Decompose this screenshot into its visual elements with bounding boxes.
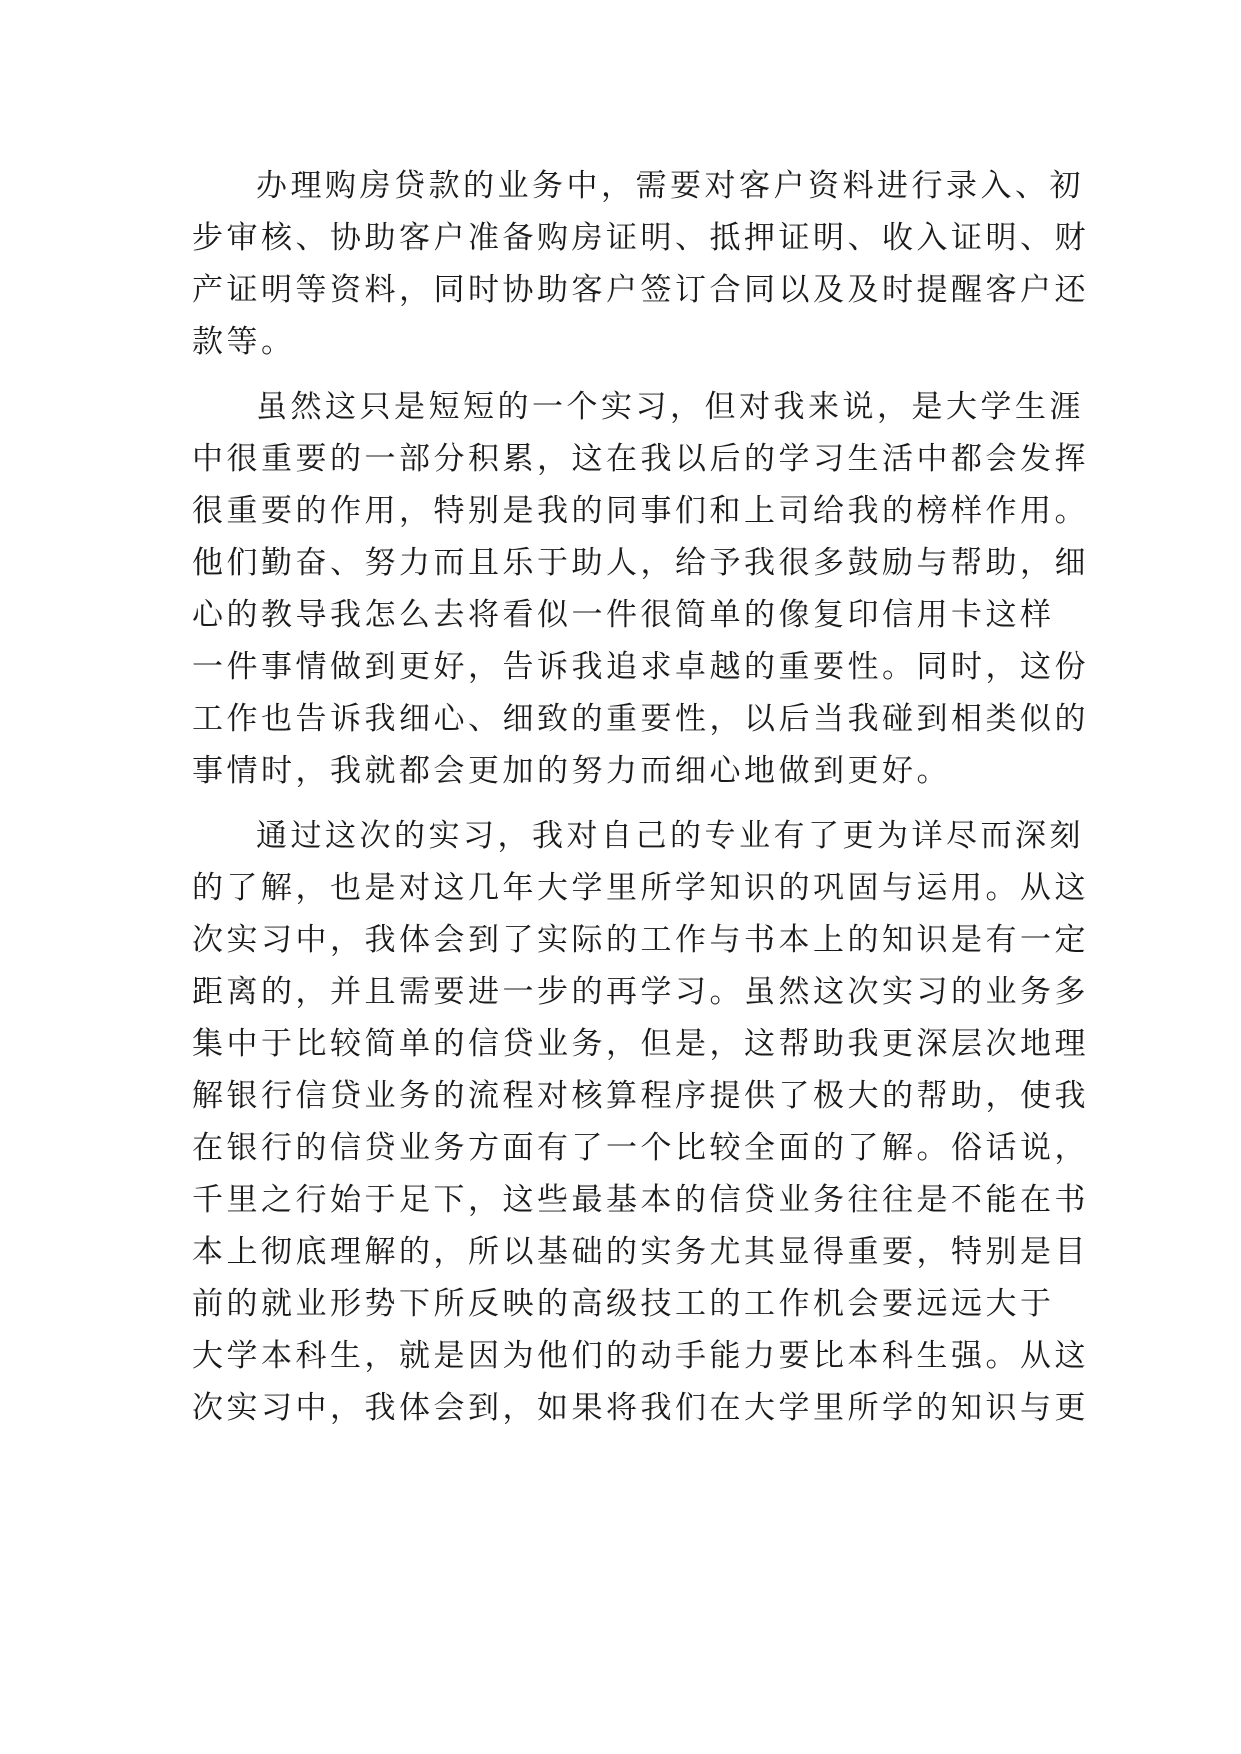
text-line: 一件事情做到更好，告诉我追求卓越的重要性。同时，这份 [192,649,1089,685]
text-line: 事情时，我就都会更加的努力而细心地做到更好。 [192,753,951,789]
text-line: 虽然这只是短短的一个实习，但对我来说，是大学生涯 [256,389,1084,425]
text-line: 中很重要的一部分积累，这在我以后的学习生活中都会发挥 [192,441,1089,477]
text-line: 前的就业形势下所反映的高级技工的工作机会要远远大于 [192,1286,1055,1322]
text-line: 款等。 [192,324,296,360]
text-line: 产证明等资料，同时协助客户签订合同以及及时提醒客户还 [192,272,1089,308]
text-line: 千里之行始于足下，这些最基本的信贷业务往往是不能在书 [192,1182,1089,1218]
text-line: 次实习中，我体会到了实际的工作与书本上的知识是有一定 [192,922,1089,958]
text-line: 在银行的信贷业务方面有了一个比较全面的了解。俗话说， [192,1130,1089,1166]
text-line: 本上彻底理解的，所以基础的实务尤其显得重要，特别是目 [192,1234,1089,1270]
paragraph-3 [192,810,1089,1434]
text-line: 距离的，并且需要进一步的再学习。虽然这次实习的业务多 [192,974,1089,1010]
paragraph-2 [192,381,1089,797]
document-body [192,160,1089,1434]
text-line: 很重要的作用，特别是我的同事们和上司给我的榜样作用。 [192,493,1089,529]
paragraph-1 [192,160,1089,368]
text-line: 次实习中，我体会到，如果将我们在大学里所学的知识与更 [192,1390,1089,1426]
text-line: 心的教导我怎么去将看似一件很简单的像复印信用卡这样 [192,597,1055,633]
text-line: 办理购房贷款的业务中，需要对客户资料进行录入、初 [256,168,1084,204]
text-line: 解银行信贷业务的流程对核算程序提供了极大的帮助，使我 [192,1078,1089,1114]
text-line: 他们勤奋、努力而且乐于助人，给予我很多鼓励与帮助，细 [192,545,1089,581]
text-line: 工作也告诉我细心、细致的重要性，以后当我碰到相类似的 [192,701,1089,737]
text-line: 集中于比较简单的信贷业务，但是，这帮助我更深层次地理 [192,1026,1089,1062]
text-line: 步审核、协助客户准备购房证明、抵押证明、收入证明、财 [192,220,1089,256]
text-line: 通过这次的实习，我对自己的专业有了更为详尽而深刻 [256,818,1084,854]
text-line: 的了解，也是对这几年大学里所学知识的巩固与运用。从这 [192,870,1089,906]
text-line: 大学本科生，就是因为他们的动手能力要比本科生强。从这 [192,1338,1089,1374]
